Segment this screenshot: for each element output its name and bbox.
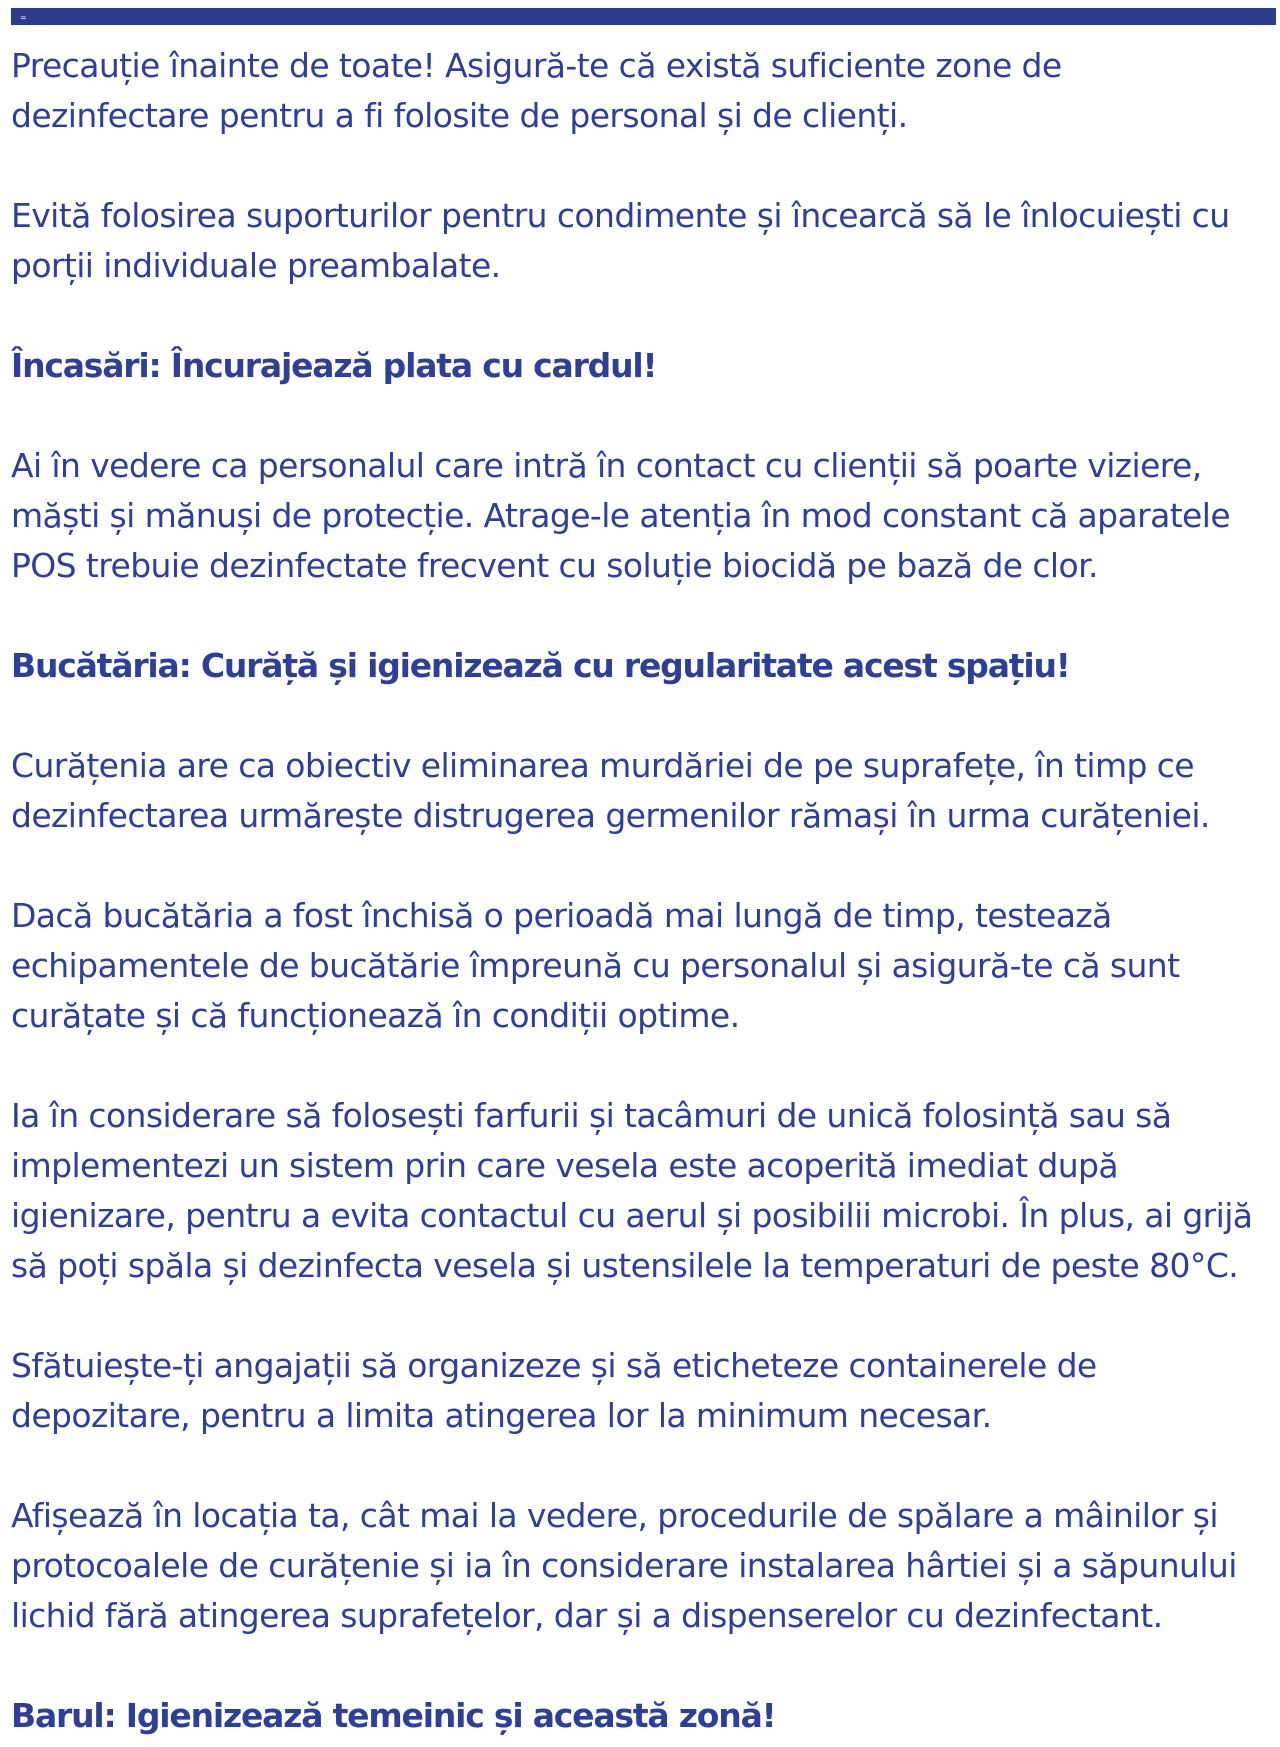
text-line: Ai în vedere ca personalul care intră în contact cu clienții să poarte viziere, (11, 446, 1202, 485)
text-line: POS trebuie dezinfectate frecvent cu soluție biocidă pe bază de clor. (11, 546, 1098, 585)
text-line: implementezi un sistem prin care vesela este acoperită imediat după (11, 1146, 1119, 1185)
text-line: echipamentele de bucătărie împreună cu personalul și asigură-te că sunt (11, 946, 1180, 985)
paragraph-kitchen-equipment (11, 891, 1273, 1041)
text-line: Curățenia are ca obiectiv eliminarea murdăriei de pe suprafețe, în timp ce (11, 746, 1195, 785)
document-body (11, 41, 1273, 1741)
text-line: Sfătuiește-ți angajații să organizeze și să eticheteze containerele de (11, 1346, 1097, 1385)
text-line: Evită folosirea suporturilor pentru condimente și încearcă să le înlocuiești cu (11, 196, 1230, 235)
text-line: protocoalele de curățenie și ia în considerare instalarea hârtiei și a săpunului (11, 1546, 1237, 1585)
paragraph-handwashing-procedures (11, 1491, 1273, 1641)
text-line: porții individuale preambalate. (11, 246, 501, 285)
text-line: Ia în considerare să folosești farfurii și tacâmuri de unică folosință sau să (11, 1096, 1172, 1135)
text-line: lichid fără atingerea suprafețelor, dar și a dispenserelor cu dezinfectant. (11, 1596, 1163, 1635)
heading-barul: Barul: Igienizează temeinic și această zonă! (11, 1696, 776, 1735)
text-line: măști și mănuși de protecție. Atrage-le atenția în mod constant că aparatele (11, 496, 1231, 535)
paragraph-dishes (11, 1091, 1273, 1291)
text-line: dezinfectarea urmărește distrugerea germenilor rămași în urma curățeniei. (11, 796, 1210, 835)
text-line: să poți spăla și dezinfecta vesela și ustensilele la temperaturi de peste 80°C. (11, 1246, 1239, 1285)
text-line: Precauție înainte de toate! Asigură-te că există suficiente zone de (11, 46, 1062, 85)
paragraph-storage-containers (11, 1341, 1273, 1441)
heading-bucataria: Bucătăria: Curăță și igienizează cu regularitate acest spațiu! (11, 646, 1070, 685)
top-rule-bar (11, 8, 1276, 25)
paragraph-condiments (11, 191, 1273, 291)
paragraph-disinfection-zones (11, 41, 1273, 141)
heading-incasari: Încasări: Încurajează plata cu cardul! (11, 346, 657, 385)
text-line: depozitare, pentru a limita atingerea lor la minimum necesar. (11, 1396, 992, 1435)
text-line: Afișează în locația ta, cât mai la vedere, procedurile de spălare a mâinilor și (11, 1496, 1218, 1535)
top-bar-mark: = (20, 13, 27, 22)
paragraph-pos-hygiene (11, 441, 1273, 591)
paragraph-cleaning-vs-disinfection (11, 741, 1273, 841)
text-line: dezinfectare pentru a fi folosite de personal și de clienți. (11, 96, 908, 135)
text-line: igienizare, pentru a evita contactul cu aerul și posibilii microbi. În plus, ai grijă (11, 1196, 1253, 1235)
text-line: curățate și că funcționează în condiții optime. (11, 996, 740, 1035)
text-line: Dacă bucătăria a fost închisă o perioadă mai lungă de timp, testează (11, 896, 1112, 935)
